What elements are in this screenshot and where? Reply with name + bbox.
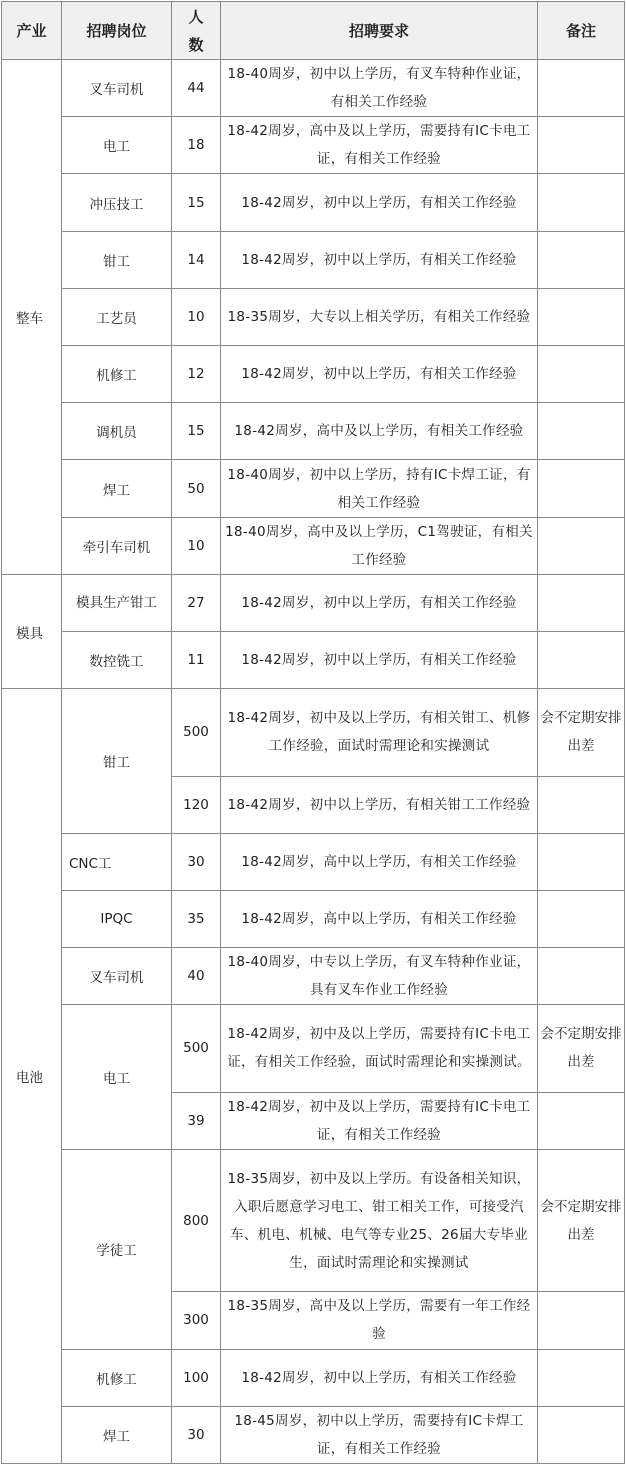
requirements-cell: 18-45周岁，初中以上学历，需要持有IC卡焊工证，有相关工作经验 bbox=[221, 1406, 538, 1463]
note-cell bbox=[538, 890, 625, 947]
note-cell: 会不定期安排出差 bbox=[538, 1005, 625, 1092]
count-cell: 15 bbox=[172, 174, 221, 231]
position-cell: 钳工 bbox=[62, 231, 172, 288]
requirements-cell: 18-42周岁，高中以上学历，有相关工作经验 bbox=[221, 833, 538, 890]
header-position: 招聘岗位 bbox=[62, 2, 172, 60]
count-cell: 500 bbox=[172, 1005, 221, 1092]
requirements-cell: 18-35周岁，初中及以上学历。有设备相关知识，入职后愿意学习电工、钳工相关工作，可接受汽车、机电、机械、电气等专业25、26届大专毕业生，面试时需理论和实操测试 bbox=[221, 1149, 538, 1292]
count-cell: 27 bbox=[172, 574, 221, 631]
note-cell bbox=[538, 403, 625, 460]
note-cell bbox=[538, 174, 625, 231]
note-cell bbox=[538, 288, 625, 345]
requirements-cell: 18-40周岁，中专以上学历，有叉车特种作业证，具有叉车作业工作经验 bbox=[221, 948, 538, 1005]
table-row bbox=[2, 833, 625, 890]
position-cell: 焊工 bbox=[62, 460, 172, 517]
count-cell: 39 bbox=[172, 1092, 221, 1149]
requirements-cell: 18-42周岁，初中以上学历，有相关工作经验 bbox=[221, 346, 538, 403]
requirements-cell: 18-42周岁，初中以上学历，有相关工作经验 bbox=[221, 174, 538, 231]
count-cell: 500 bbox=[172, 689, 221, 776]
position-cell: 电工 bbox=[62, 1005, 172, 1150]
requirements-cell: 18-35周岁，高中及以上学历，需要有一年工作经验 bbox=[221, 1292, 538, 1349]
industry-cell-vehicle: 整车 bbox=[2, 60, 62, 575]
count-cell: 44 bbox=[172, 60, 221, 117]
table-row bbox=[2, 60, 625, 117]
header-requirements: 招聘要求 bbox=[221, 2, 538, 60]
position-cell: 机修工 bbox=[62, 346, 172, 403]
requirements-cell: 18-40周岁，初中以上学历，有叉车特种作业证，有相关工作经验 bbox=[221, 60, 538, 117]
count-cell: 800 bbox=[172, 1149, 221, 1292]
count-cell: 12 bbox=[172, 346, 221, 403]
table-row bbox=[2, 403, 625, 460]
note-cell bbox=[538, 231, 625, 288]
count-cell: 35 bbox=[172, 890, 221, 947]
note-cell bbox=[538, 60, 625, 117]
count-cell: 10 bbox=[172, 517, 221, 574]
note-cell bbox=[538, 1406, 625, 1463]
table-row bbox=[2, 1406, 625, 1463]
requirements-cell: 18-42周岁，初中及以上学历，需要持有IC卡电工证，有相关工作经验 bbox=[221, 1092, 538, 1149]
table-row bbox=[2, 117, 625, 174]
note-cell bbox=[538, 776, 625, 833]
count-cell: 15 bbox=[172, 403, 221, 460]
position-cell: 叉车司机 bbox=[62, 60, 172, 117]
count-cell: 18 bbox=[172, 117, 221, 174]
industry-cell-mold: 模具 bbox=[2, 574, 62, 688]
table-row bbox=[2, 689, 625, 776]
table-row bbox=[2, 1349, 625, 1406]
count-cell: 120 bbox=[172, 776, 221, 833]
position-cell: 模具生产钳工 bbox=[62, 574, 172, 631]
position-cell: 机修工 bbox=[62, 1349, 172, 1406]
note-cell bbox=[538, 1292, 625, 1349]
table-row bbox=[2, 460, 625, 517]
table-row bbox=[2, 1149, 625, 1292]
position-cell: 学徒工 bbox=[62, 1149, 172, 1349]
count-cell: 30 bbox=[172, 1406, 221, 1463]
position-cell: 牵引车司机 bbox=[62, 517, 172, 574]
requirements-cell: 18-42周岁，初中以上学历，有相关工作经验 bbox=[221, 231, 538, 288]
requirements-cell: 18-42周岁，初中以上学历，有相关钳工工作经验 bbox=[221, 776, 538, 833]
note-cell bbox=[538, 1349, 625, 1406]
requirements-cell: 18-40周岁，高中及以上学历，C1驾驶证，有相关工作经验 bbox=[221, 517, 538, 574]
requirements-cell: 18-42周岁，初中以上学历，有相关工作经验 bbox=[221, 632, 538, 689]
note-cell bbox=[538, 574, 625, 631]
note-cell bbox=[538, 517, 625, 574]
requirements-cell: 18-42周岁，初中以上学历，有相关工作经验 bbox=[221, 574, 538, 631]
requirements-cell: 18-42周岁，初中及以上学历，有相关钳工、机修工作经验，面试时需理论和实操测试 bbox=[221, 689, 538, 776]
header-row bbox=[2, 2, 625, 60]
position-cell: 工艺员 bbox=[62, 288, 172, 345]
table-row bbox=[2, 632, 625, 689]
count-cell: 300 bbox=[172, 1292, 221, 1349]
requirements-cell: 18-42周岁，初中及以上学历，需要持有IC卡电工证，有相关工作经验，面试时需理论和实操测试。 bbox=[221, 1005, 538, 1092]
count-cell: 30 bbox=[172, 833, 221, 890]
note-cell bbox=[538, 948, 625, 1005]
count-cell: 11 bbox=[172, 632, 221, 689]
position-cell: 叉车司机 bbox=[62, 948, 172, 1005]
industry-cell-battery: 电池 bbox=[2, 689, 62, 1464]
position-cell: 焊工 bbox=[62, 1406, 172, 1463]
count-cell: 10 bbox=[172, 288, 221, 345]
requirements-cell: 18-40周岁，初中以上学历，持有IC卡焊工证，有相关工作经验 bbox=[221, 460, 538, 517]
position-cell: 钳工 bbox=[62, 689, 172, 834]
table-row bbox=[2, 517, 625, 574]
recruitment-table bbox=[1, 1, 625, 1464]
note-cell bbox=[538, 632, 625, 689]
count-cell: 100 bbox=[172, 1349, 221, 1406]
requirements-cell: 18-42周岁，初中以上学历，有相关工作经验 bbox=[221, 1349, 538, 1406]
count-cell: 50 bbox=[172, 460, 221, 517]
note-cell bbox=[538, 117, 625, 174]
note-cell: 会不定期安排出差 bbox=[538, 689, 625, 776]
header-notes: 备注 bbox=[538, 2, 625, 60]
note-cell bbox=[538, 1092, 625, 1149]
count-cell: 14 bbox=[172, 231, 221, 288]
count-cell: 40 bbox=[172, 948, 221, 1005]
requirements-cell: 18-35周岁，大专以上相关学历，有相关工作经验 bbox=[221, 288, 538, 345]
table-row bbox=[2, 574, 625, 631]
table-row bbox=[2, 288, 625, 345]
position-cell: 电工 bbox=[62, 117, 172, 174]
table-row bbox=[2, 890, 625, 947]
position-cell: 调机员 bbox=[62, 403, 172, 460]
table-row bbox=[2, 346, 625, 403]
position-cell: 数控铣工 bbox=[62, 632, 172, 689]
table-row bbox=[2, 948, 625, 1005]
requirements-cell: 18-42周岁，高中以上学历，有相关工作经验 bbox=[221, 890, 538, 947]
position-cell: 冲压技工 bbox=[62, 174, 172, 231]
note-cell: 会不定期安排出差 bbox=[538, 1149, 625, 1292]
note-cell bbox=[538, 833, 625, 890]
requirements-cell: 18-42周岁，高中及以上学历，有相关工作经验 bbox=[221, 403, 538, 460]
note-cell bbox=[538, 460, 625, 517]
note-cell bbox=[538, 346, 625, 403]
table-row bbox=[2, 1005, 625, 1092]
header-industry: 产业 bbox=[2, 2, 62, 60]
table-row bbox=[2, 231, 625, 288]
header-count: 人数 bbox=[172, 2, 221, 60]
table-row bbox=[2, 174, 625, 231]
requirements-cell: 18-42周岁，高中及以上学历，需要持有IC卡电工证，有相关工作经验 bbox=[221, 117, 538, 174]
position-cell: IPQC bbox=[62, 890, 172, 947]
position-cell: CNC工 bbox=[62, 833, 172, 890]
